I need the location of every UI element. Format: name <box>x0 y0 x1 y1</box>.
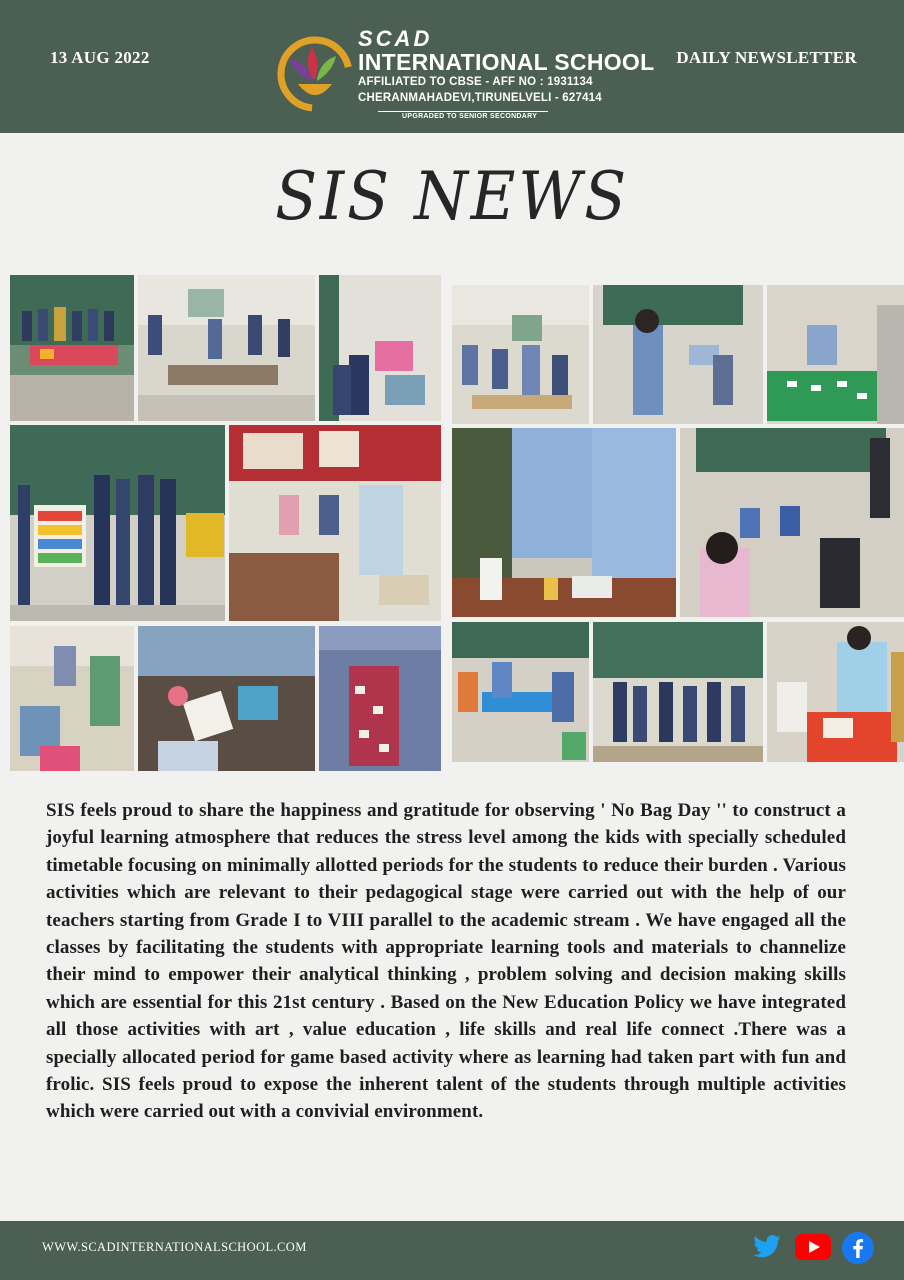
footer-bar <box>0 1221 904 1280</box>
header-bar <box>0 0 904 133</box>
photo-no-bag-day-board <box>319 275 441 421</box>
logo-brand: SCAD <box>358 26 433 51</box>
logo-tagline: UPGRADED TO SENIOR SECONDARY <box>402 113 538 120</box>
photo-girl-at-board <box>593 285 763 424</box>
photo-desk-group <box>452 622 589 762</box>
photo-classroom-wide <box>452 285 589 424</box>
logo-divider <box>378 111 548 112</box>
photo-group-seated <box>319 626 441 771</box>
newsletter-label: DAILY NEWSLETTER <box>676 48 857 67</box>
photo-students-display-charts <box>10 275 134 421</box>
logo-address: CHERANMAHADEVI,TIRUNELVELI - 627414 <box>358 92 602 104</box>
school-logo <box>358 28 654 120</box>
photo-drawing-activity <box>138 626 315 771</box>
logo-school-name: INTERNATIONAL SCHOOL <box>358 49 655 75</box>
photo-teacher-with-child <box>767 622 904 762</box>
logo-affiliation: AFFILIATED TO CBSE - AFF NO : 1931134 <box>358 76 593 88</box>
photo-science-experiment <box>452 428 676 617</box>
newsletter-date: 13 AUG 2022 <box>50 48 150 67</box>
school-logo-emblem-icon <box>276 30 354 120</box>
photo-kids-on-floor <box>680 428 904 617</box>
photo-classroom-activity <box>138 275 315 421</box>
photo-green-mat-game <box>767 285 904 424</box>
twitter-icon[interactable] <box>752 1232 782 1262</box>
page-title: SIS NEWS <box>275 158 629 235</box>
youtube-icon[interactable] <box>795 1234 831 1260</box>
photo-classroom-desks <box>229 425 441 621</box>
photo-students-holding-charts <box>10 425 225 621</box>
photo-students-line <box>593 622 763 762</box>
website-link[interactable]: WWW.SCADINTERNATIONALSCHOOL.COM <box>42 1240 307 1254</box>
facebook-icon[interactable] <box>842 1232 874 1264</box>
article-body: SIS feels proud to share the happiness and gratitude for observing ' No Bag Day '' to construct a joyful learning atmosphere that reduces the stress level among the kids with specially scheduled timetable focusing on minimally allotted periods for the students to reduce their burden . Various activities which are relevant to their pedagogical stage were carried out with the help of our teachers starting from Grade I to VIII parallel to the academic stream . We have engaged all the classes by facilitating the students with appropriate learning tools and materials to channelize their mind to empower their analytical thinking , problem solving and decision making skills which are essential for this 21st century . Based on the New Education Policy we have integrated all those activities with art , value education , life skills and real life connect .There was a specially allocated period for game based activity where as learning had taken part with fun and frolic. SIS feels proud to expose the inherent talent of the students through multiple activities which were carried out with a convivial environment. <box>46 800 846 1123</box>
photo-kids-playing <box>10 626 134 771</box>
